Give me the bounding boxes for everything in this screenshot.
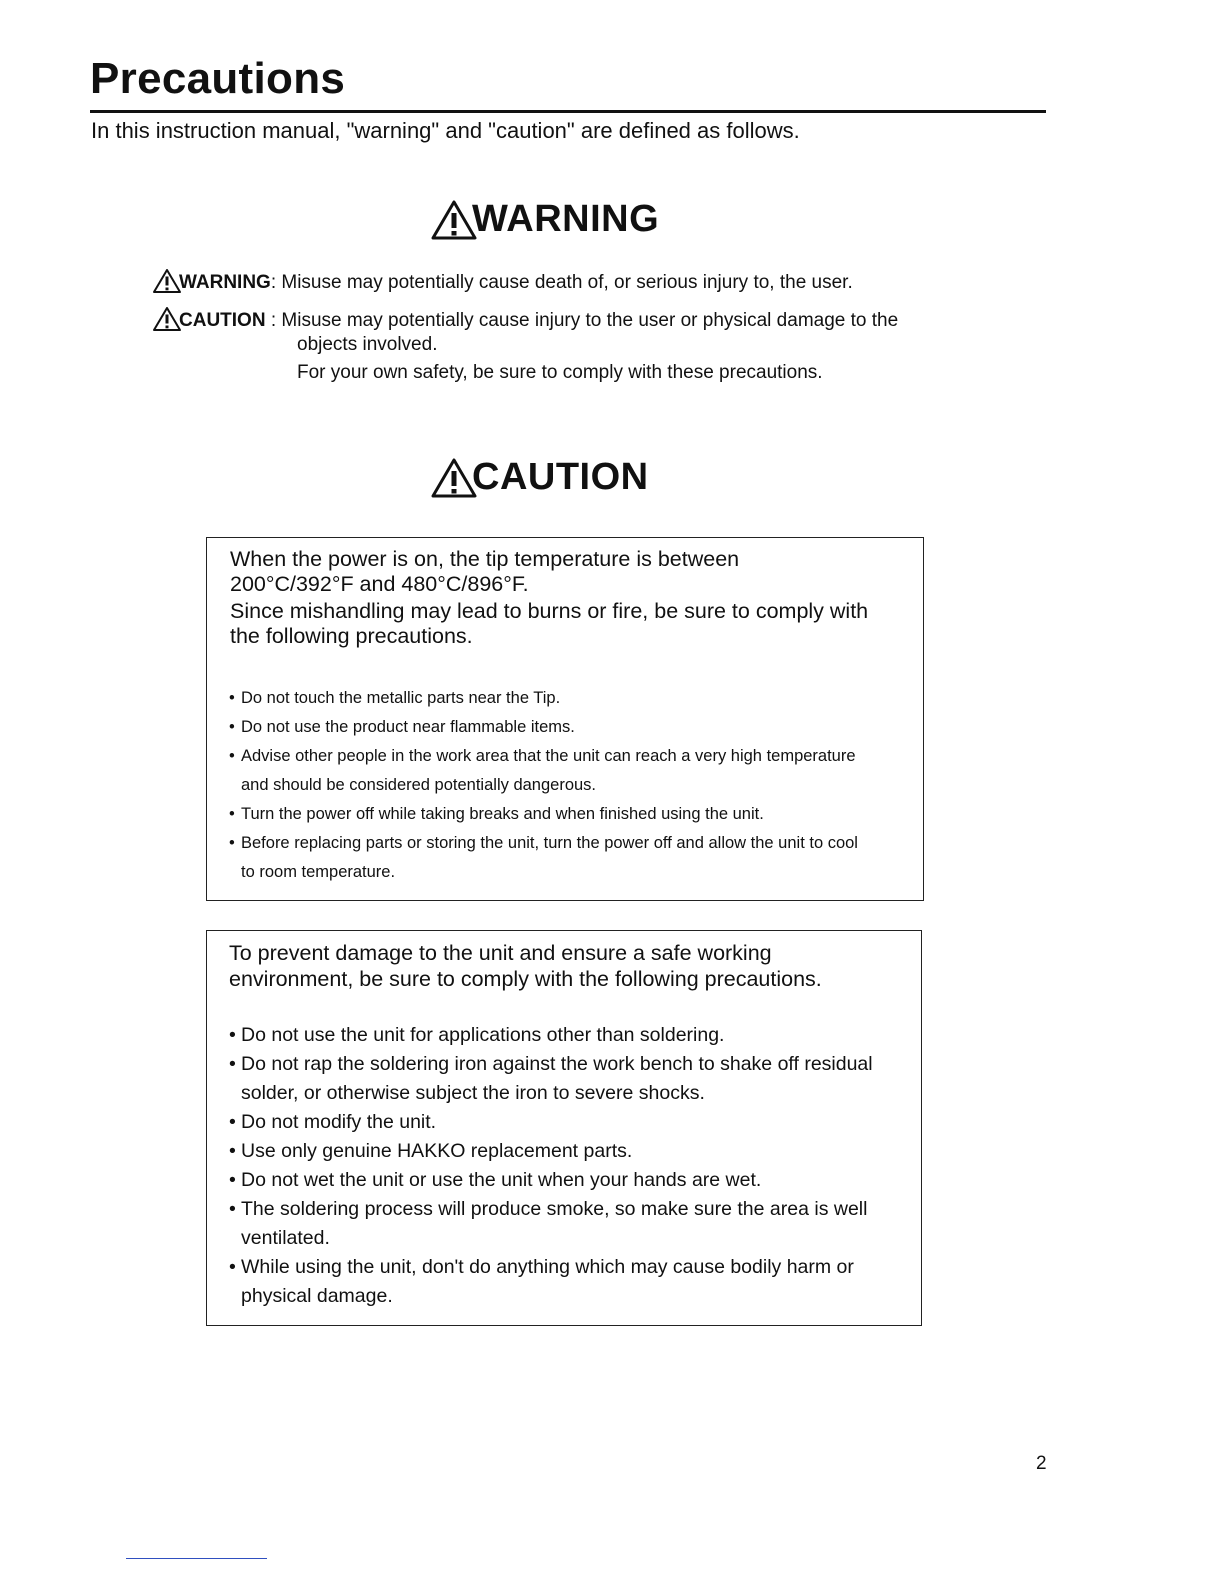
warning-definition-text: : Misuse may potentially cause death of, or serious injury to, the user. xyxy=(270,272,853,293)
page-title: Precautions xyxy=(90,54,346,103)
list-item: • Do not wet the unit or use the unit when your hands are wet. xyxy=(229,1166,889,1195)
list-item: • Do not use the product near flammable items. xyxy=(229,713,859,742)
list-item: • Advise other people in the work area that the unit can reach a very high temperature and should be considered potentially dangerous. xyxy=(229,742,859,800)
page-number: 2 xyxy=(1036,1453,1047,1474)
caution-definition-text-2: objects involved. xyxy=(297,334,438,355)
list-item: • Do not use the unit for applications other than soldering. xyxy=(229,1021,889,1050)
caution-heading xyxy=(430,456,649,499)
list-item: • Turn the power off while taking breaks and when finished using the unit. xyxy=(229,800,859,829)
warning-triangle-icon xyxy=(152,268,182,294)
list-item: • Do not modify the unit. xyxy=(229,1108,889,1137)
damage-bullet-list xyxy=(229,1021,889,1311)
list-item: • Before replacing parts or storing the unit, turn the power off and allow the unit to cool to room temperature. xyxy=(229,829,859,887)
caution-term-label: CAUTION xyxy=(179,310,266,331)
warning-triangle-icon xyxy=(430,457,478,499)
warning-heading-label: WARNING xyxy=(472,198,660,240)
title-underline xyxy=(90,110,1046,113)
list-item: • Do not touch the metallic parts near the Tip. xyxy=(229,684,859,713)
caution-bullet-list xyxy=(229,684,859,887)
damage-lead: To prevent damage to the unit and ensure a safe working environment, be sure to comply with the following precautions. xyxy=(229,941,822,991)
caution-term xyxy=(152,306,266,332)
warning-heading xyxy=(430,198,659,241)
warning-definition xyxy=(152,268,853,294)
warning-triangle-icon xyxy=(152,306,182,332)
footer-rule xyxy=(126,1558,267,1559)
caution-lead-burns: Since mishandling may lead to burns or fire, be sure to comply with the following precautions. xyxy=(230,599,869,648)
warning-triangle-icon xyxy=(430,199,478,241)
warning-term xyxy=(152,268,271,294)
caution-definition-text: : Misuse may potentially cause injury to the user or physical damage to the xyxy=(265,310,899,331)
caution-definition xyxy=(152,306,898,332)
list-item: • The soldering process will produce smoke, so make sure the area is well ventilated. xyxy=(229,1195,889,1253)
list-item: • Do not rap the soldering iron against the work bench to shake off residual solder, or otherwise subject the iron to severe shocks. xyxy=(229,1050,889,1108)
caution-definition-text-3: For your own safety, be sure to comply with these precautions. xyxy=(297,362,823,383)
caution-lead-temperature: When the power is on, the tip temperature is between 200°C/392°F and 480°C/896°F. xyxy=(230,547,740,596)
list-item: • Use only genuine HAKKO replacement parts. xyxy=(229,1137,889,1166)
intro-text: In this instruction manual, "warning" and "caution" are defined as follows. xyxy=(91,118,800,143)
list-item: • While using the unit, don't do anything which may cause bodily harm or physical damage. xyxy=(229,1253,889,1311)
warning-term-label: WARNING xyxy=(179,272,271,293)
caution-heading-label: CAUTION xyxy=(472,456,649,498)
